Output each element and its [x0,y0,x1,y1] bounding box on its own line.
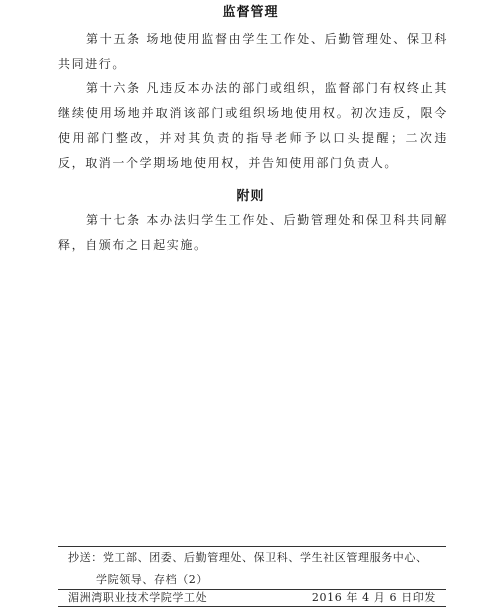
footer-issuer: 湄洲湾职业技术学院学工处 [68,591,208,604]
article-15-paragraph: 第十五条 场地使用监督由学生工作处、后勤管理处、保卫科共同进行。 [58,32,448,71]
footer-cc-line-2: 学院领导、存档（2） [96,573,208,586]
section-heading-appendix: 附则 [236,189,265,204]
footer-cc-line-1: 党工部、团委、后勤管理处、保卫科、学生社区管理服务中心、 [102,551,428,564]
footer-cc-block [68,547,448,591]
footer-issue-date: 2016 年 4 月 6 日印发 [311,591,436,604]
footer-bottom-rule [58,606,446,607]
article-16-paragraph: 第十六条 凡违反本办法的部门或组织，监督部门有权终止其继续使用场地并取消该部门或组织场地使用权。初次违反，限令使用部门整改，并对其负责的指导老师予以口头提醒；二次违反，取消一个学期场地使用权，并告知使用部门负责人。 [58,81,448,170]
article-17-paragraph: 第十七条 本办法归学生工作处、后勤管理处和保卫科共同解释，自颁布之日起实施。 [58,213,448,252]
footer-cc-label: 抄送： [68,551,103,564]
section-heading-supervision: 监督管理 [222,5,279,20]
